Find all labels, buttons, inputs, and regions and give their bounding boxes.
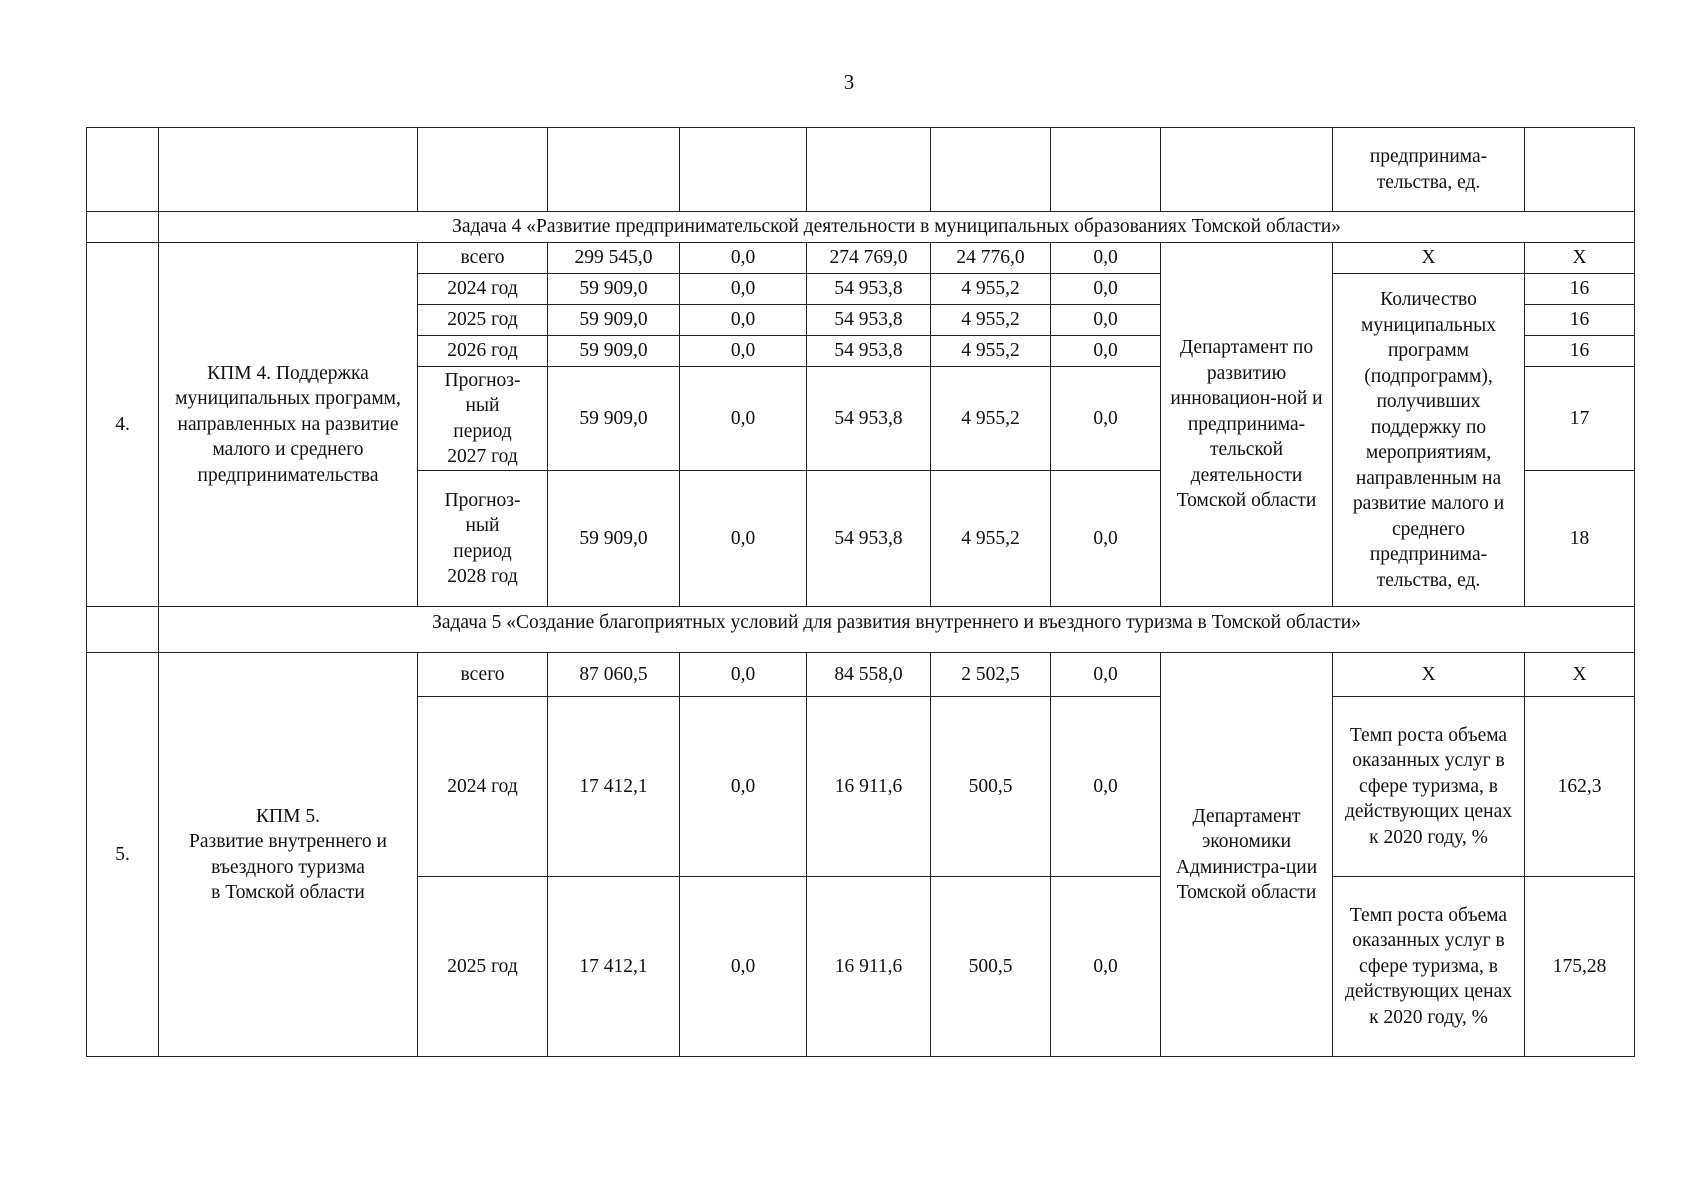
target-cell: 16 xyxy=(1525,274,1635,305)
indicator-cell: Х xyxy=(1333,243,1525,274)
federal-cell: 0,0 xyxy=(680,697,807,877)
continuation-indicator: предпринима- тельства, ед. xyxy=(1333,128,1525,212)
period-cell: 2024 год xyxy=(418,274,548,305)
total-cell: 17 412,1 xyxy=(548,697,680,877)
local-cell: 4 955,2 xyxy=(931,336,1051,367)
local-cell: 4 955,2 xyxy=(931,274,1051,305)
regional-cell: 54 953,8 xyxy=(807,367,931,471)
target-cell: 16 xyxy=(1525,305,1635,336)
target-cell: 175,28 xyxy=(1525,877,1635,1057)
target-cell: 162,3 xyxy=(1525,697,1635,877)
program-table xyxy=(86,127,1635,1057)
measure-name: КПМ 4. Поддержка муниципальных программ, направленных на развитие малого и среднего предпринимательства xyxy=(159,243,418,607)
target-cell: Х xyxy=(1525,243,1635,274)
federal-cell: 0,0 xyxy=(680,305,807,336)
federal-cell: 0,0 xyxy=(680,274,807,305)
other-cell: 0,0 xyxy=(1051,697,1161,877)
other-cell: 0,0 xyxy=(1051,305,1161,336)
measure-name: КПМ 5. Развитие внутреннего и въездного туризма в Томской области xyxy=(159,653,418,1057)
total-cell: 59 909,0 xyxy=(548,274,680,305)
indicator-cell: Количество муниципальных программ (подпрограмм), получивших поддержку по мероприятиям, направленным на развитие малого и среднего предпринима-тельства, ед. xyxy=(1333,274,1525,607)
period-cell: 2026 год xyxy=(418,336,548,367)
regional-cell: 54 953,8 xyxy=(807,274,931,305)
regional-cell: 54 953,8 xyxy=(807,305,931,336)
task-row xyxy=(87,607,1635,653)
total-cell: 59 909,0 xyxy=(548,305,680,336)
regional-cell: 16 911,6 xyxy=(807,877,931,1057)
federal-cell: 0,0 xyxy=(680,877,807,1057)
other-cell: 0,0 xyxy=(1051,653,1161,697)
total-cell: 87 060,5 xyxy=(548,653,680,697)
target-cell: 16 xyxy=(1525,336,1635,367)
local-cell: 4 955,2 xyxy=(931,471,1051,607)
other-cell: 0,0 xyxy=(1051,336,1161,367)
other-cell: 0,0 xyxy=(1051,471,1161,607)
total-cell: 59 909,0 xyxy=(548,367,680,471)
period-cell: Прогноз- ный период 2028 год xyxy=(418,471,548,607)
period-cell: всего xyxy=(418,243,548,274)
federal-cell: 0,0 xyxy=(680,471,807,607)
table-row xyxy=(87,243,1635,274)
indicator-cell: Темп роста объема оказанных услуг в сфере туризма, в действующих ценах к 2020 году, % xyxy=(1333,877,1525,1057)
period-cell: 2025 год xyxy=(418,877,548,1057)
federal-cell: 0,0 xyxy=(680,243,807,274)
local-cell: 500,5 xyxy=(931,697,1051,877)
department-cell: Департамент по развитию инновацион-ной и предпринима-тельской деятельности Томской области xyxy=(1161,243,1333,607)
task-row xyxy=(87,212,1635,243)
department-cell: Департамент экономики Администра-ции Томской области xyxy=(1161,653,1333,1057)
period-cell: всего xyxy=(418,653,548,697)
local-cell: 500,5 xyxy=(931,877,1051,1057)
local-cell: 4 955,2 xyxy=(931,305,1051,336)
indicator-cell: Темп роста объема оказанных услуг в сфере туризма, в действующих ценах к 2020 году, % xyxy=(1333,697,1525,877)
regional-cell: 16 911,6 xyxy=(807,697,931,877)
other-cell: 0,0 xyxy=(1051,243,1161,274)
regional-cell: 54 953,8 xyxy=(807,336,931,367)
total-cell: 299 545,0 xyxy=(548,243,680,274)
continuation-row xyxy=(87,128,1635,212)
regional-cell: 84 558,0 xyxy=(807,653,931,697)
other-cell: 0,0 xyxy=(1051,877,1161,1057)
row-number: 4. xyxy=(87,243,159,607)
period-cell: 2024 год xyxy=(418,697,548,877)
task-4-label: Задача 4 «Развитие предпринимательской деятельности в муниципальных образованиях Томской области» xyxy=(159,212,1635,243)
target-cell: 17 xyxy=(1525,367,1635,471)
other-cell: 0,0 xyxy=(1051,274,1161,305)
local-cell: 4 955,2 xyxy=(931,367,1051,471)
total-cell: 59 909,0 xyxy=(548,336,680,367)
total-cell: 59 909,0 xyxy=(548,471,680,607)
regional-cell: 54 953,8 xyxy=(807,471,931,607)
target-cell: 18 xyxy=(1525,471,1635,607)
target-cell: Х xyxy=(1525,653,1635,697)
local-cell: 24 776,0 xyxy=(931,243,1051,274)
task-5-label: Задача 5 «Создание благоприятных условий для развития внутреннего и въездного туризма в Томской области» xyxy=(159,607,1635,653)
period-cell: 2025 год xyxy=(418,305,548,336)
indicator-cell: Х xyxy=(1333,653,1525,697)
federal-cell: 0,0 xyxy=(680,367,807,471)
total-cell: 17 412,1 xyxy=(548,877,680,1057)
table-row xyxy=(87,653,1635,697)
page-number: 3 xyxy=(843,70,855,94)
federal-cell: 0,0 xyxy=(680,336,807,367)
period-cell: Прогноз- ный период 2027 год xyxy=(418,367,548,471)
regional-cell: 274 769,0 xyxy=(807,243,931,274)
row-number: 5. xyxy=(87,653,159,1057)
federal-cell: 0,0 xyxy=(680,653,807,697)
other-cell: 0,0 xyxy=(1051,367,1161,471)
local-cell: 2 502,5 xyxy=(931,653,1051,697)
